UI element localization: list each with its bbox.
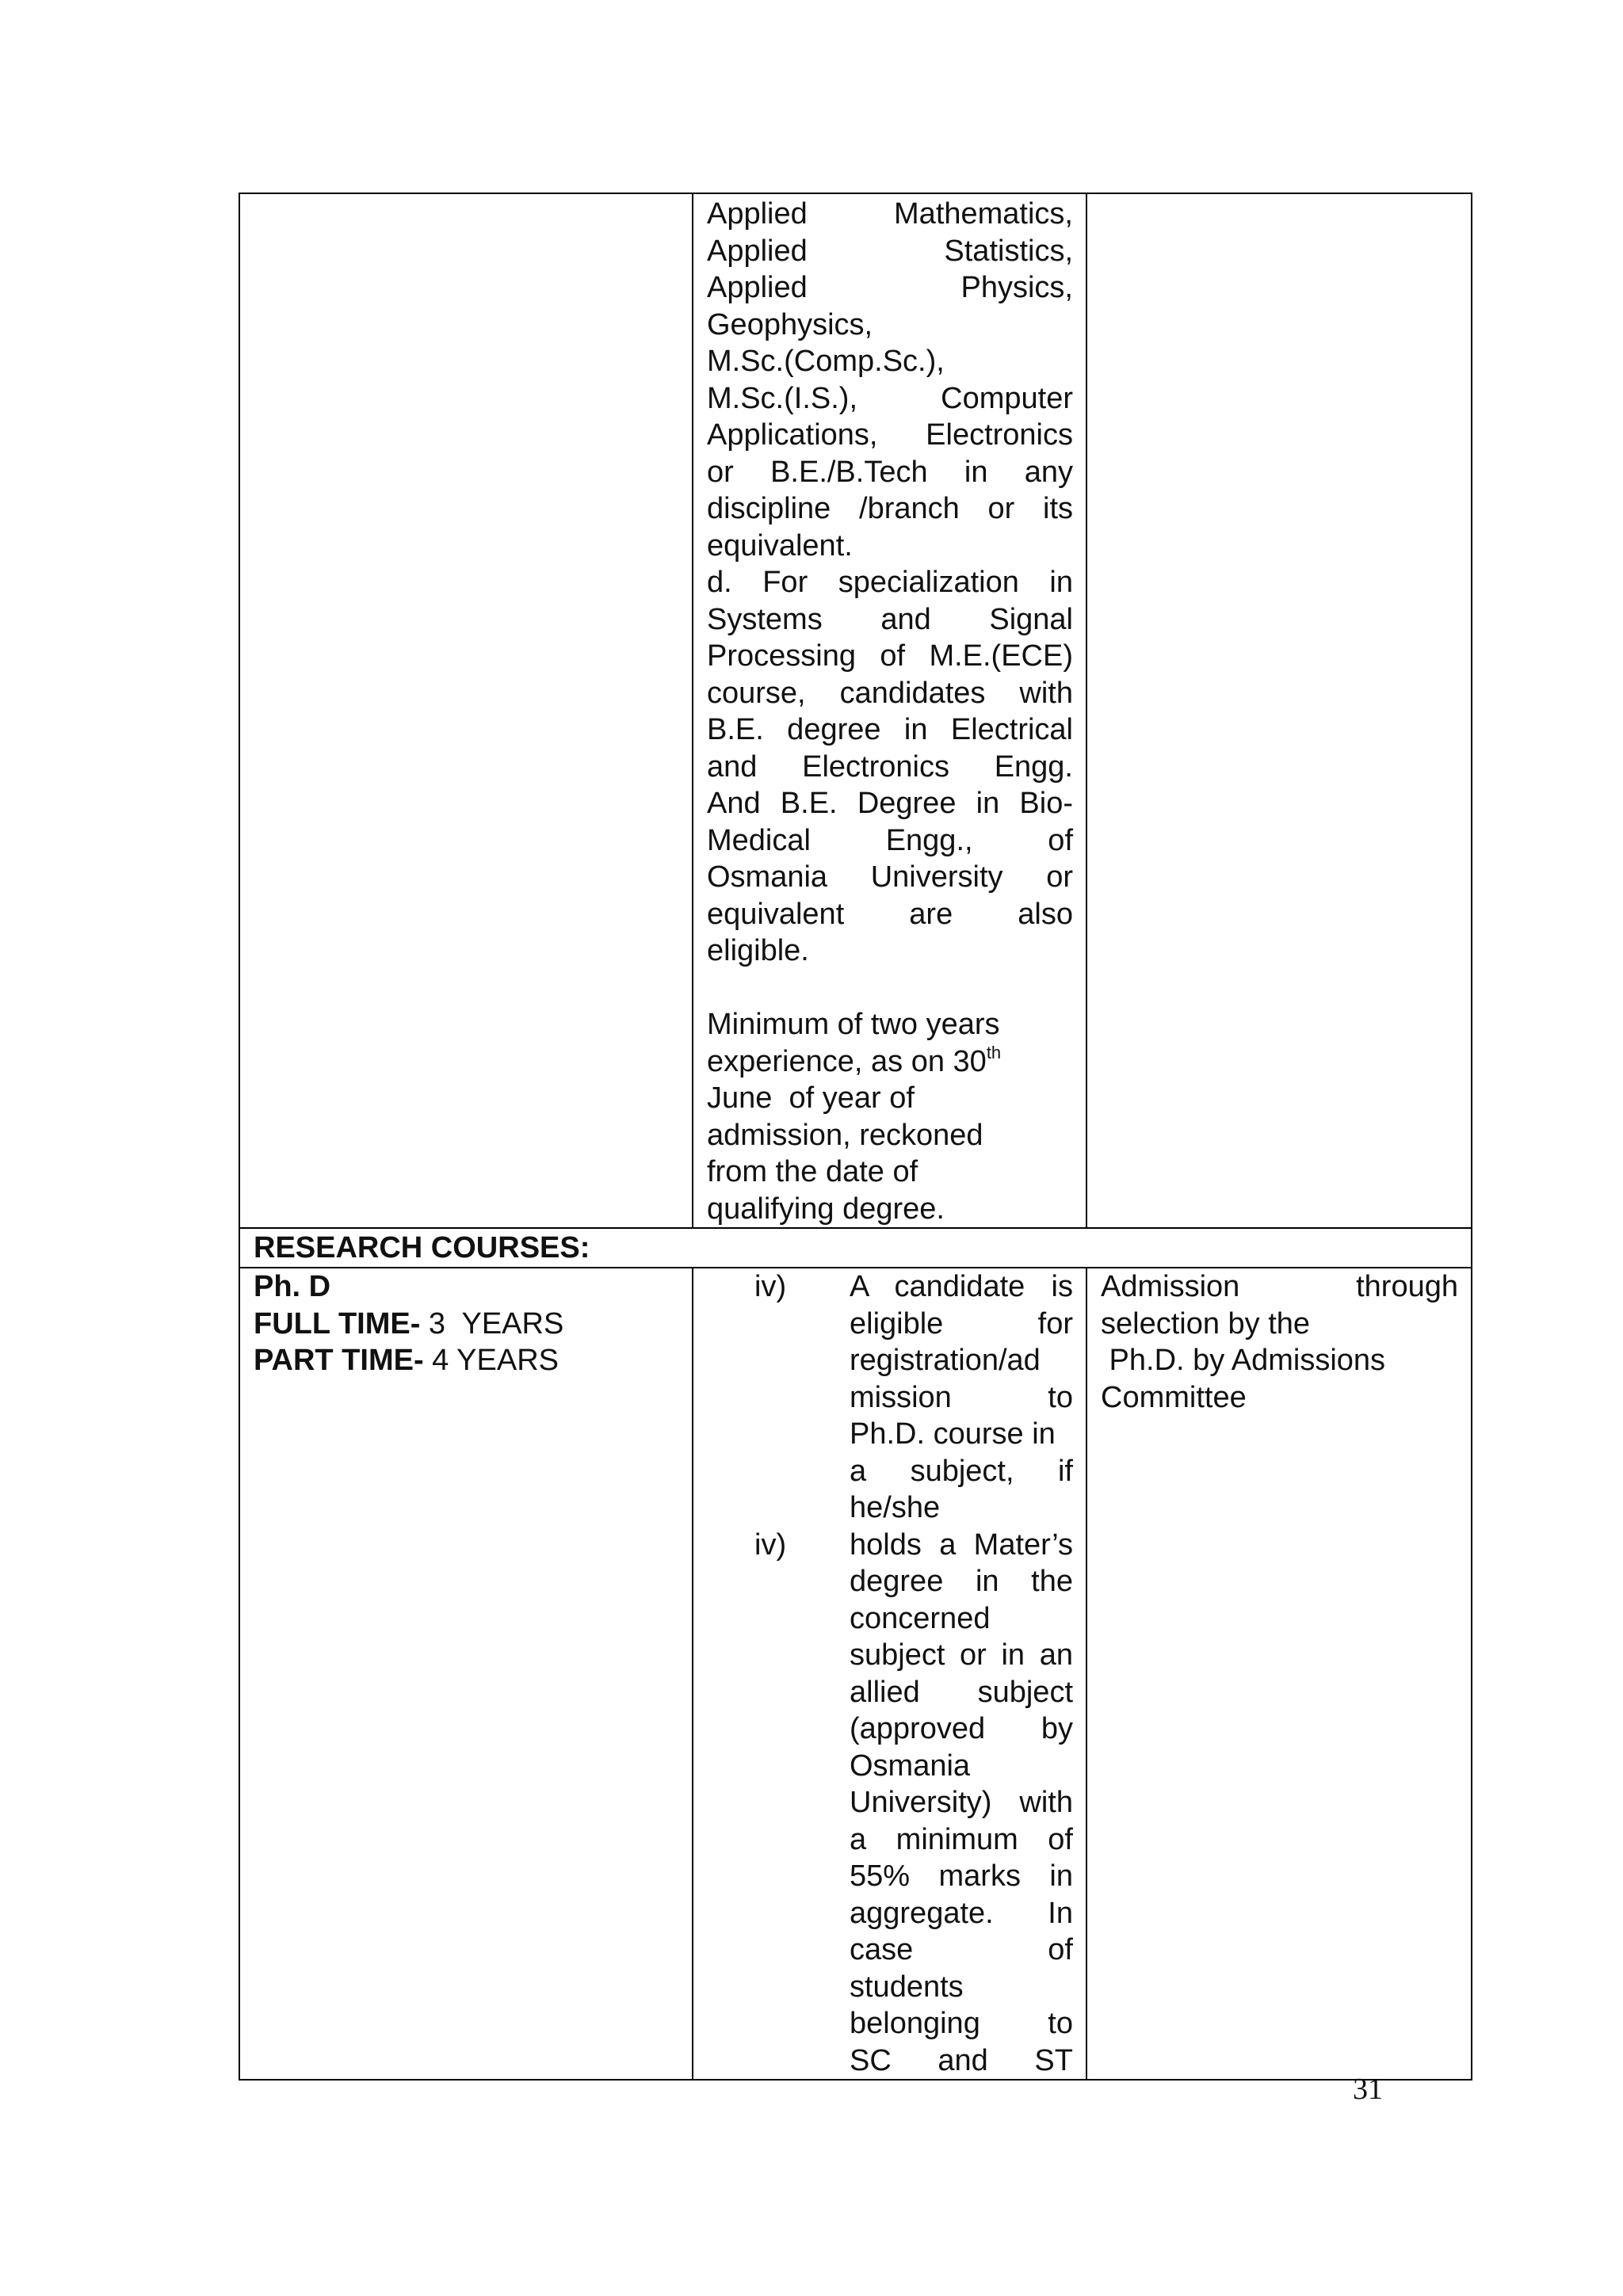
eligibility-line: Geophysics, (707, 307, 873, 341)
table-row (239, 1268, 1472, 2080)
eligibility-line: Systems and Signal (707, 602, 1073, 636)
eligibility-line: B.E. degree in Electrical (707, 713, 1073, 746)
course-table (239, 193, 1472, 2081)
list-item-line: holds a Mater’s (850, 1527, 1073, 1562)
eligibility-line: or B.E./B.Tech in any (707, 455, 1073, 489)
list-item-line: Osmania (850, 1749, 971, 1783)
list-numeral: iv) (754, 1527, 787, 1562)
list-item (707, 1268, 1073, 1527)
admission-line: Committee (1101, 1380, 1247, 1414)
experience-line: experience, as on 30th (707, 1042, 1002, 1078)
list-item-line: a minimum of (850, 1822, 1073, 1856)
part-time-duration: PART TIME- 4 YEARS (254, 1344, 559, 1377)
list-item-line: a subject, if (850, 1454, 1073, 1488)
section-header: RESEARCH COURSES: (254, 1231, 590, 1264)
list-item-line: registration/ad (850, 1344, 1041, 1377)
list-item-line: allied subject (850, 1675, 1073, 1709)
list-item-line: subject or in an (850, 1638, 1073, 1672)
eligibility-line: M.Sc.(Comp.Sc.), (707, 345, 945, 378)
eligibility-line: M.Sc.(I.S.), Computer (707, 381, 1073, 415)
list-item-line: University) with (850, 1786, 1073, 1819)
admission-line: Ph.D. by Admissions (1101, 1344, 1386, 1377)
eligibility-line: equivalent are also (707, 897, 1073, 931)
eligibility-cell (693, 1268, 1086, 2080)
list-item-line: eligible for (850, 1306, 1073, 1341)
course-cell (239, 1268, 693, 2080)
eligibility-line: equivalent. (707, 528, 853, 563)
eligibility-text (707, 196, 1073, 970)
page-number: 31 (1353, 2073, 1383, 2106)
list-item-line: students (850, 1970, 964, 2004)
list-item-line: 55% marks in (850, 1859, 1073, 1893)
list-item-line: case of (850, 1933, 1073, 1966)
eligibility-line: discipline /branch or its (707, 492, 1073, 525)
table-row (239, 193, 1472, 1228)
list-item-line: SC and ST (850, 2043, 1073, 2077)
eligibility-list (693, 1268, 1086, 2079)
table-row (239, 1228, 1472, 1268)
section-header-cell (239, 1228, 1472, 1268)
list-item (707, 1527, 1073, 2080)
list-item-line: mission to (850, 1380, 1073, 1414)
eligibility-line: Osmania University or (707, 860, 1073, 894)
eligibility-line: Processing of M.E.(ECE) (707, 639, 1073, 673)
list-item-line: Ph.D. course in (850, 1417, 1056, 1451)
list-numeral: iv) (754, 1270, 787, 1303)
list-item-line: concerned (850, 1601, 991, 1635)
list-item-line: aggregate. In (850, 1896, 1073, 1930)
eligibility-line: Applied Statistics, (707, 234, 1073, 268)
experience-line: from the date of (707, 1155, 918, 1188)
list-item-line: belonging to (850, 2007, 1073, 2040)
eligibility-line: d. For specialization in (707, 566, 1073, 599)
admission-text (1101, 1306, 1458, 1417)
full-time-duration: FULL TIME- 3 YEARS (254, 1306, 564, 1341)
eligibility-line: course, candidates with (707, 676, 1073, 710)
eligibility-line: Applied Physics, (707, 271, 1073, 304)
course-title: Ph. D (254, 1270, 331, 1303)
eligibility-line: Medical Engg., of (707, 823, 1073, 857)
experience-line: qualifying degree. (707, 1192, 945, 1226)
experience-line: admission, reckoned (707, 1118, 983, 1152)
eligibility-line: Applied Mathematics, (707, 197, 1073, 231)
list-item-line: degree in the (850, 1565, 1073, 1598)
course-cell (239, 193, 693, 1228)
list-item-line: (approved by (850, 1712, 1073, 1745)
admission-line: selection by the (1101, 1306, 1311, 1341)
eligibility-cell (693, 193, 1086, 1228)
eligibility-line: And B.E. Degree in Bio- (707, 787, 1073, 820)
admission-text: Admission through (1101, 1270, 1458, 1303)
eligibility-line: eligible. (707, 934, 809, 967)
list-item-line: he/she (850, 1491, 941, 1524)
admission-cell (1086, 1268, 1472, 2080)
eligibility-line: and Electronics Engg. (707, 749, 1073, 784)
eligibility-line: Applications, Electronics (707, 418, 1073, 452)
experience-line: Minimum of two years (707, 1008, 1000, 1041)
experience-line: June of year of (707, 1081, 915, 1115)
list-item-line: A candidate is (850, 1270, 1073, 1303)
admission-cell (1086, 193, 1472, 1228)
